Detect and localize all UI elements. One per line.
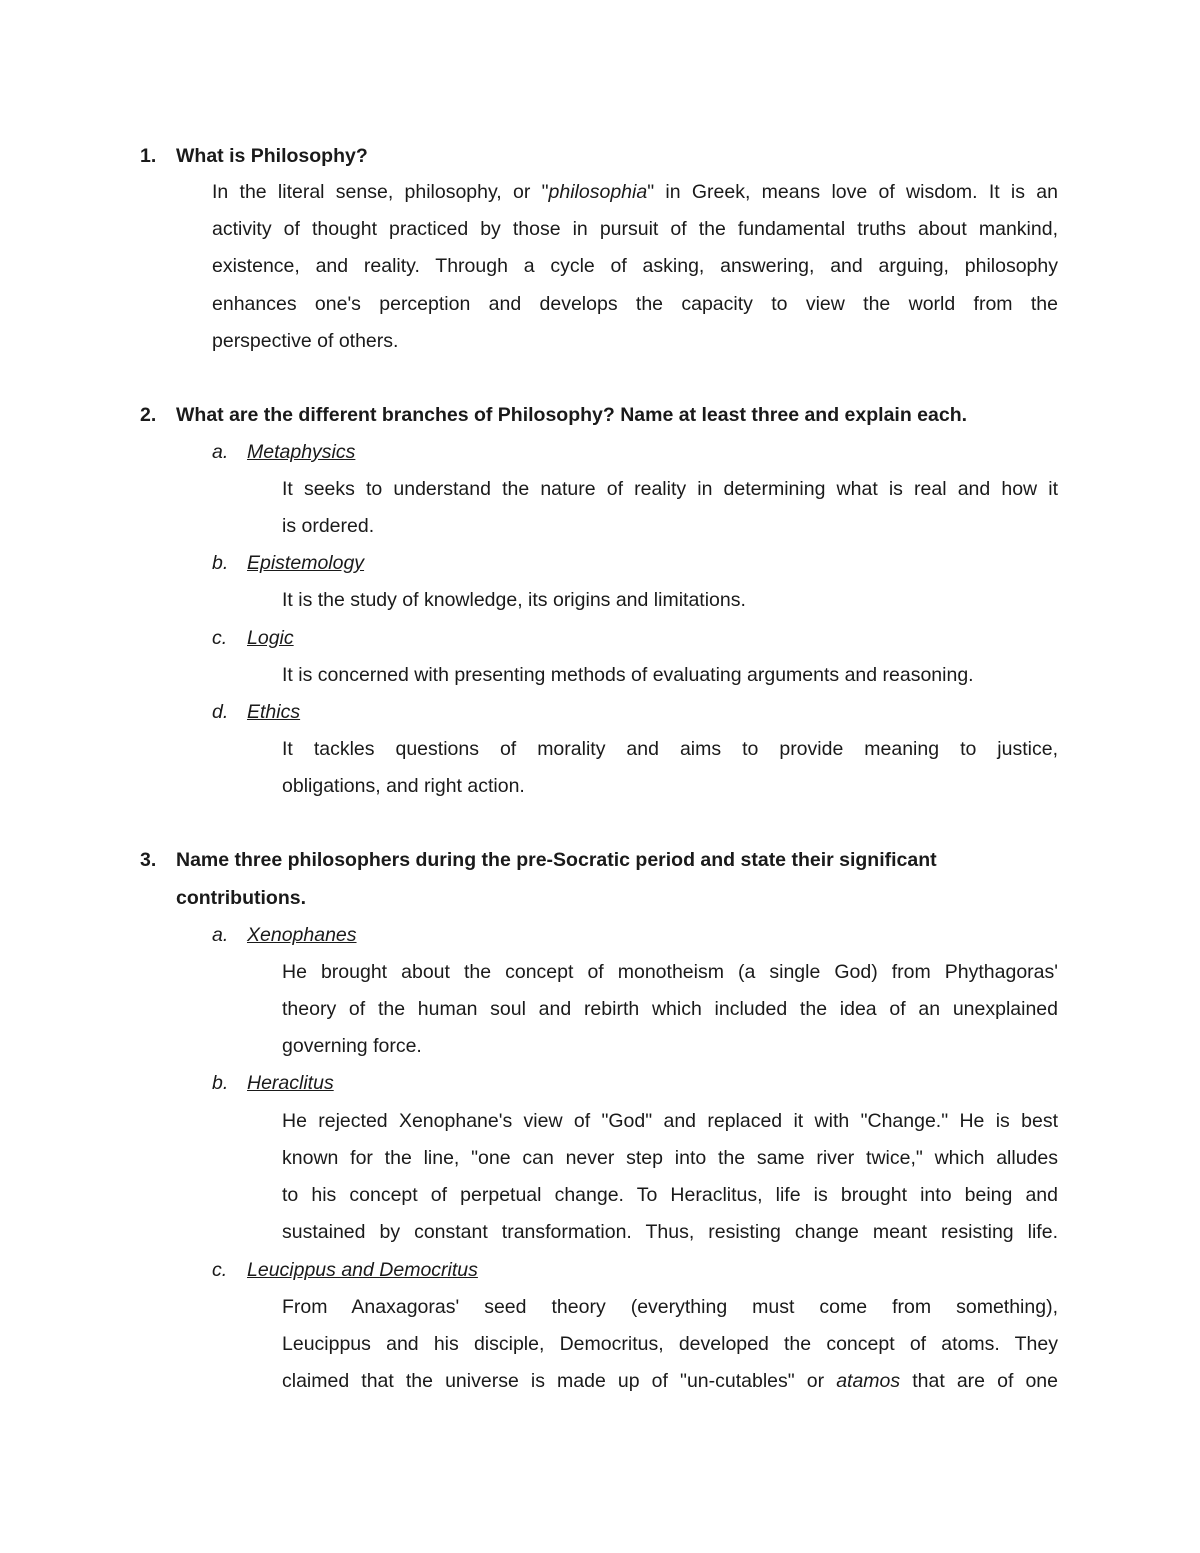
q3-item-c-line-3: claimed that the universe is made up of "un-cutables" or atamos that are of one [282, 1370, 1058, 1392]
philosophia-term: philosophia [548, 181, 648, 203]
q3-item-b-line-3: to his concept of perpetual change. To Heraclitus, life is brought into being and [282, 1184, 1058, 1206]
q1-answer-line-2: activity of thought practiced by those in pursuit of the fundamental truths about mankind, [212, 218, 1058, 240]
q2-item-a-line-1: It seeks to understand the nature of reality in determining what is real and how it [282, 478, 1058, 500]
q3-item-c-line-1: From Anaxagoras' seed theory (everything must come from something), [282, 1296, 1058, 1318]
q3-item-c-term: Leucippus and Democritus [247, 1259, 478, 1281]
question-2-title: What are the different branches of Philosophy? Name at least three and explain each. [176, 404, 968, 426]
q2-item-b-line-1: It is the study of knowledge, its origins and limitations. [282, 589, 746, 611]
q2-item-d-term: Ethics [247, 701, 301, 723]
q3-item-b-line-1: He rejected Xenophane's view of "God" and replaced it with "Change." He is best [282, 1110, 1058, 1132]
question-3-title-line-2: contributions. [176, 887, 306, 909]
q2-item-c-letter: c. [212, 627, 228, 649]
q3-item-b-line-2: known for the line, "one can never step into the same river twice," which alludes [282, 1147, 1058, 1169]
question-number-3: 3. [140, 849, 157, 871]
q3-item-c-letter: c. [212, 1259, 228, 1281]
q3-item-a-line-3: governing force. [282, 1035, 422, 1057]
q3-item-c-line-2: Leucippus and his disciple, Democritus, developed the concept of atoms. They [282, 1333, 1058, 1355]
q2-item-d-letter: d. [212, 701, 229, 723]
q1-answer-line-3: existence, and reality. Through a cycle of asking, answering, and arguing, philosophy [212, 255, 1058, 277]
q1-answer-line-1: In the literal sense, philosophy, or "philosophia" in Greek, means love of wisdom. It is an [212, 181, 1058, 203]
q1-answer-line-5: perspective of others. [212, 330, 399, 352]
q2-item-a-term: Metaphysics [247, 441, 356, 463]
q3-item-b-letter: b. [212, 1072, 229, 1094]
q2-item-c-term: Logic [247, 627, 294, 649]
q3-item-a-letter: a. [212, 924, 229, 946]
q3-item-b-line-4: sustained by constant transformation. Thus, resisting change meant resisting life. [282, 1221, 1058, 1243]
q2-item-d-line-2: obligations, and right action. [282, 775, 525, 797]
q2-item-d-line-1: It tackles questions of morality and aims to provide meaning to justice, [282, 738, 1058, 760]
atamos-term: atamos [836, 1370, 901, 1392]
q2-item-a-line-2: is ordered. [282, 515, 375, 537]
question-number-1: 1. [140, 145, 157, 167]
question-1-title: What is Philosophy? [176, 145, 368, 167]
q3-item-a-line-2: theory of the human soul and rebirth which included the idea of an unexplained [282, 998, 1058, 1020]
q2-item-b-letter: b. [212, 552, 229, 574]
q1-answer-line-4: enhances one's perception and develops the capacity to view the world from the [212, 293, 1058, 315]
q2-item-a-letter: a. [212, 441, 229, 463]
question-3-title-line-1: Name three philosophers during the pre-Socratic period and state their significant [176, 849, 937, 871]
q3-item-b-term: Heraclitus [247, 1072, 334, 1094]
q3-item-a-term: Xenophanes [247, 924, 357, 946]
q2-item-c-line-1: It is concerned with presenting methods of evaluating arguments and reasoning. [282, 664, 974, 686]
q3-item-a-line-1: He brought about the concept of monotheism (a single God) from Phythagoras' [282, 961, 1058, 983]
q2-item-b-term: Epistemology [247, 552, 365, 574]
question-number-2: 2. [140, 404, 157, 426]
